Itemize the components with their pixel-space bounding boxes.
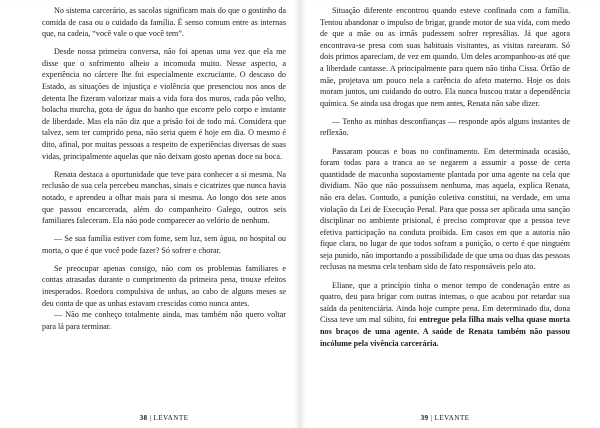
left-folio xyxy=(0,414,300,422)
folio-separator: | xyxy=(149,414,152,422)
right-paragraph-2: Passaram poucas e boas no confinamento. Em determinada ocasião, foram todas para a tranca ao se negarem a assumir a posse de certa quantidade de maconha supostamente plantada por uma agente na cela que dividiam. Não que não possuíssem nenhuma, mas aquela, explica Renata, não era delas. Contudo, a punição coletiva constitui, na verdade, em uma violação da Lei de Execução Penal. Para que possa ser aplicada uma sanção disciplinar no ambiente prisional, é preciso comprovar que a pessoa teve efetiva participação na conduta proibida. Em casos em que a autoria não fique clara, no lugar de que todos sofram a punição, o certo é que ninguém seja punido, não importando a possibilidade de que uma ou duas das pessoas reclusas na mesma cela tenham sido de fato responsáveis pelo ato. xyxy=(320,146,570,272)
left-dialogue-1: — Se sua família estiver com fome, sem luz, sem água, no hospital ou morta, o que é que você pode fazer? Só sofrer e chorar. xyxy=(42,234,286,255)
right-paragraph-3-text: Eliane, que a princípio tinha o menor tempo de condenação entre as quatro, deu para brigar com outras internas, o que acabou por retardar sua saída da penitenciária. Ainda hoje cumpre pena. Em determinado dia, dona Cissa teve um mal súbito, foi xyxy=(320,280,570,325)
right-running-title: LEVANTE xyxy=(434,414,470,422)
left-paragraph-1: No sistema carcerário, as sacolas significam mais do que o gostinho da comida de casa ou o cuidado da família. É senso comum entre as internas que, na cadeia, “você vale o que você tem”. xyxy=(42,6,286,39)
left-running-title: LEVANTE xyxy=(153,414,189,422)
right-page xyxy=(300,0,600,428)
right-dialogue-1: — Tenho as minhas desconfianças — responde após alguns instantes de reflexão. xyxy=(320,116,570,138)
right-page-number: 39 xyxy=(420,414,429,422)
right-paragraph-3-bold-text: entregue pela filha mais velha quase morta nos braços de uma agente. A saúde de Renata também não passou incólume pela vivência carcerária. xyxy=(320,315,570,348)
right-folio xyxy=(300,414,600,422)
left-page-number: 38 xyxy=(139,414,148,422)
right-paragraph-1: Situação diferente encontrou quando esteve confinada com a família. Tentou abandonar o impulso de brigar, grande motor de sua vida, com medo de que a mãe ou as irmãs pudessem sofrer represálias. Já que agora encontrava-se presa com suas habituais visitantes, as visitas rarearam. Só dois primos apareciam, de vez em quando. Um deles acompanhou-as até que a liberdade cantasse. A principalmente para quem não tinha Cissa. Órfão de mãe, projetava um pouco nela a carência do afeto materno. Hoje os dois moram juntos, um cuidando do outro. Ela nunca buscou tratar a dependência química. Se ainda usa drogas que nem antes, Renata não sabe dizer. xyxy=(320,6,570,108)
folio-separator: | xyxy=(430,414,433,422)
left-paragraph-4: Se preocupar apenas consigo, não com os problemas familiares e contas atrasadas durante o cumprimento da primeira pena, trouxe efeitos inesperados. Roedora compulsiva de unhas, ao cabo de alguns meses se deu conta de que as unhas estavam crescidas como nunca antes. xyxy=(42,263,286,308)
left-dialogue-2: — Não me conheço totalmente ainda, mas também não quero voltar para lá para terminar. xyxy=(42,310,286,331)
left-paragraph-2: Desde nossa primeira conversa, não foi apenas uma vez que ela me disse que o sofrimento alheio a incomoda muito. Nesse aspecto, a experiência no cárcere lhe foi especialmente excruciante. O descaso do Estado, as situações de injustiça e violência que presenciou nos anos de detenta lhe fizeram valorizar mais a vida fora dos muros, cada pão velho, bolacha murcha, gota de água do banho que escorre pelo corpo e instante de liberdade. Mas ela não diz que a prisão foi de todo má. Considera que talvez, sem ter cumprido pena, não seria quem é hoje em dia. O mesmo é dito, afinal, por muitas pessoas a respeito de experiências diversas de suas vidas, principalmente aquelas que não deixam gosto apenas doce na boca. xyxy=(42,47,286,161)
right-paragraph-3 xyxy=(320,280,570,350)
left-paragraph-3: Renata destaca a oportunidade que teve para conhecer a si mesma. Na reclusão de sua cela percebeu manchas, sinais e cicatrizes que nunca havia notado, e aprendeu a olhar mais para si mesma. Ao longo dos sete anos que passou encarcerada, além do companheiro Galego, outros seis familiares faleceram. Ela não pode comparecer ao velório de nenhum. xyxy=(42,169,286,226)
